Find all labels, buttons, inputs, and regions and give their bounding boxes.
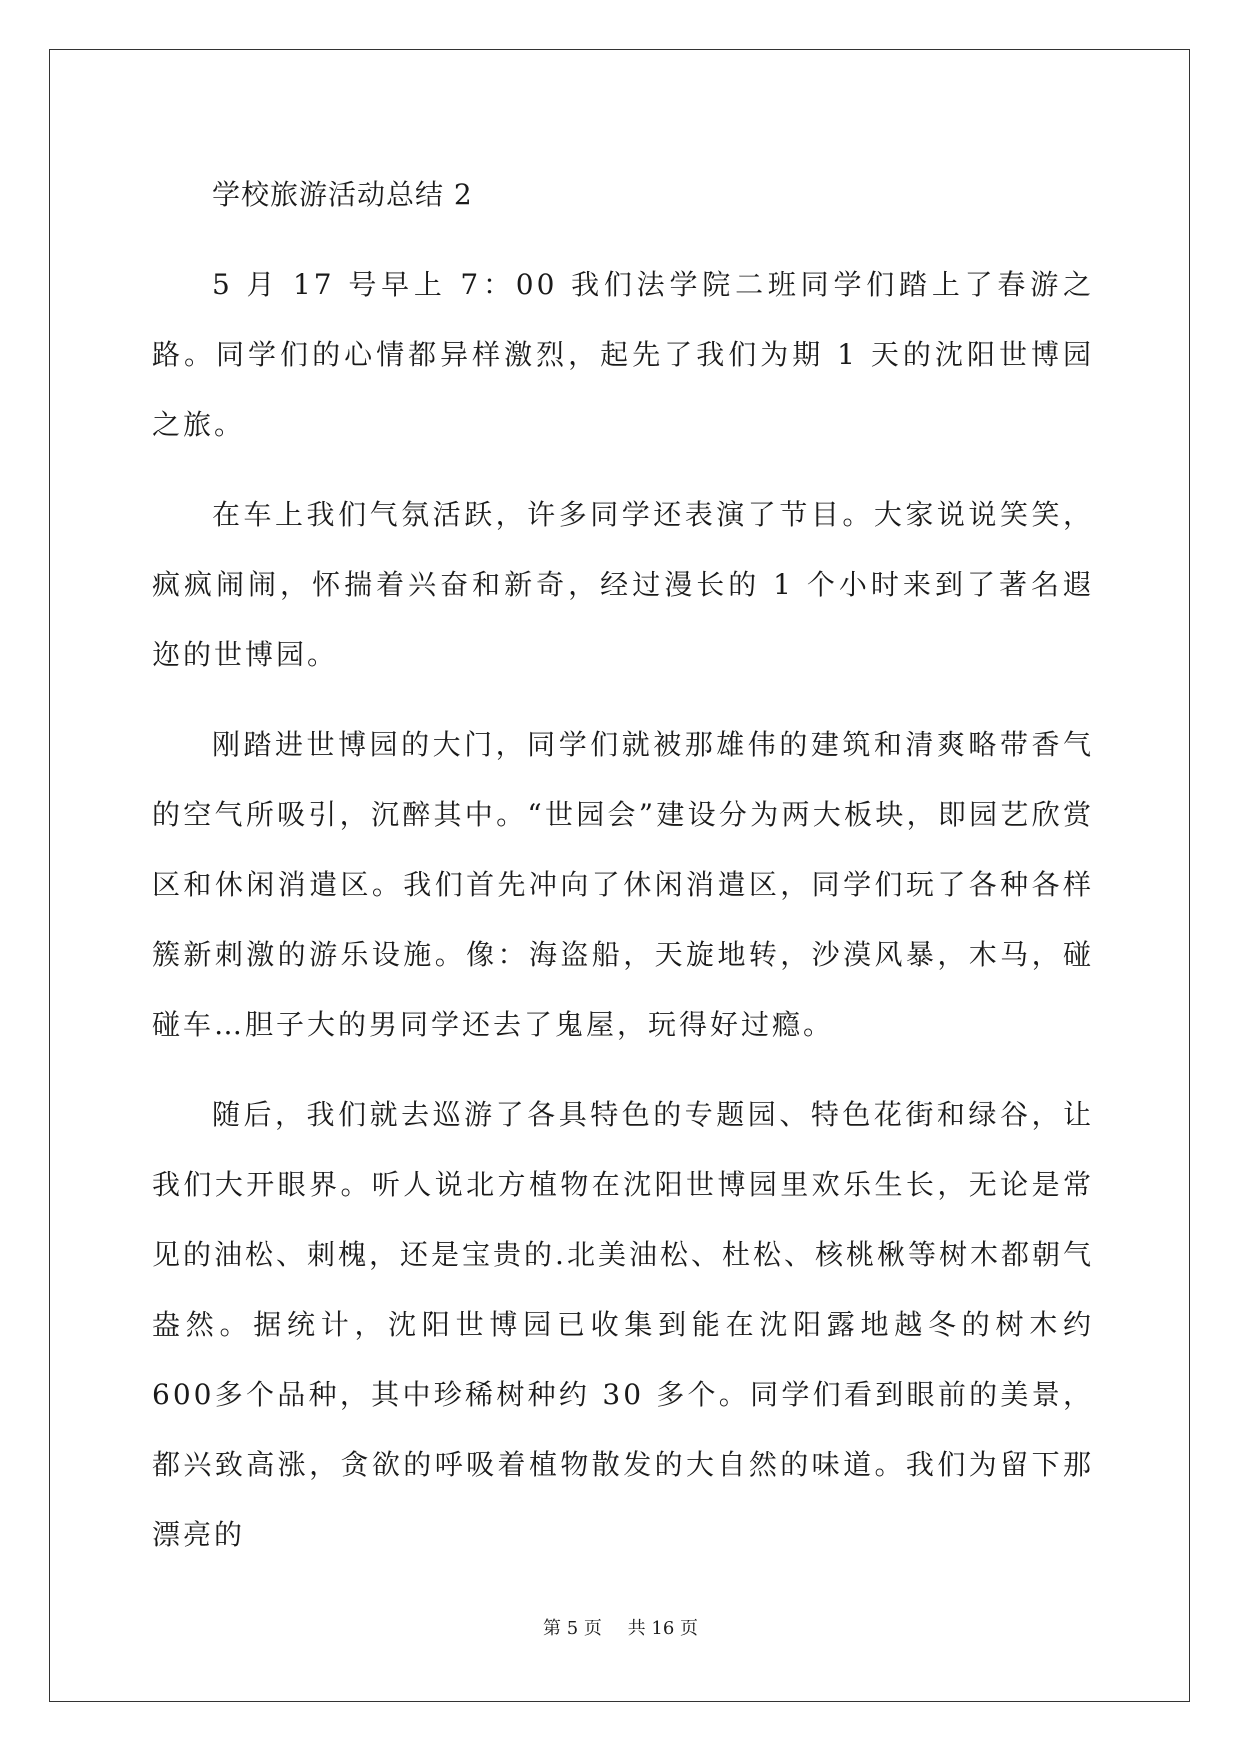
paragraph-3: 刚踏进世博园的大门，同学们就被那雄伟的建筑和清爽略带香气的空气所吸引，沉醉其中。“世园会”建设分为两大板块，即园艺欣赏区和休闲消遣区。我们首先冲向了休闲消遣区，同学们玩了各种各样簇新刺激的游乐设施。像：海盗船，天旋地转，沙漠风暴，木马，碰碰车…胆子大的男同学还去了鬼屋，玩得好过瘾。 bbox=[152, 728, 1094, 1041]
page-total: 共 16 页 bbox=[627, 1618, 698, 1639]
document-title: 学校旅游活动总结 2 bbox=[212, 178, 473, 211]
page-number: 第 5 页 bbox=[543, 1618, 602, 1639]
page-footer bbox=[0, 1614, 1241, 1640]
document-body bbox=[152, 160, 1094, 1570]
paragraph-4: 随后，我们就去巡游了各具特色的专题园、特色花街和绿谷，让我们大开眼界。听人说北方植物在沈阳世博园里欢乐生长，无论是常见的油松、刺槐，还是宝贵的.北美油松、杜松、核桃楸等树木都朝气盎然。据统计，沈阳世博园已收集到能在沈阳露地越冬的树木约 600多个品种，其中珍稀树种约 30 多个。同学们看到眼前的美景，都兴致高涨，贪欲的呼吸着植物散发的大自然的味道。我们为留下那漂亮的 bbox=[152, 1098, 1094, 1551]
paragraph-1: 5 月 17 号早上 7：00 我们法学院二班同学们踏上了春游之路。同学们的心情都异样激烈，起先了我们为期 1 天的沈阳世博园之旅。 bbox=[152, 268, 1094, 441]
paragraph-2: 在车上我们气氛活跃，许多同学还表演了节目。大家说说笑笑，疯疯闹闹，怀揣着兴奋和新奇，经过漫长的 1 个小时来到了著名遐迩的世博园。 bbox=[152, 498, 1094, 671]
